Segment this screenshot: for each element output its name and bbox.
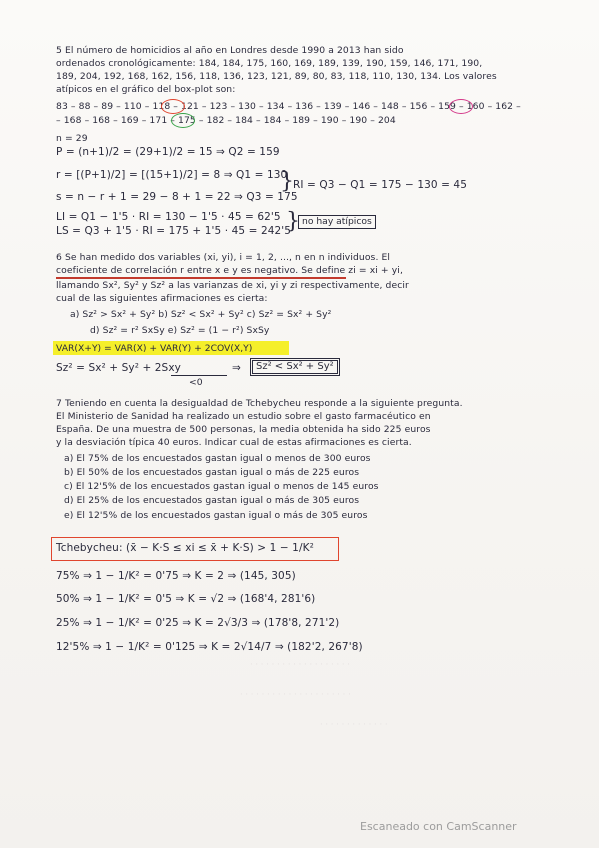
p7-calc-50: 50% ⇒ 1 − 1/K² = 0'5 ⇒ K = √2 ⇒ (168'4, 281'6) [56, 593, 316, 605]
p5-n: n = 29 [56, 133, 88, 144]
p7-line-2: El Ministerio de Sanidad ha realizado un estudio sobre el gasto farmacéutico en [56, 411, 431, 422]
brace: } [280, 169, 294, 194]
p7-calc-25: 25% ⇒ 1 − 1/K² = 0'25 ⇒ K = 2√3/3 ⇒ (178'8, 271'2) [56, 617, 340, 629]
p7-calc-12-5: 12'5% ⇒ 1 − 1/K² = 0'125 ⇒ K = 2√14/7 ⇒ (182'2, 267'8) [56, 641, 363, 653]
underline [171, 375, 227, 376]
p6-options-abc: a) Sz² > Sx² + Sy² b) Sz² < Sx² + Sy² c) Sz² = Sx² + Sy² [70, 309, 332, 320]
p5-line-3: 189, 204, 192, 168, 162, 156, 118, 136, 123, 121, 89, 80, 83, 118, 110, 130, 134. Los valores [56, 71, 497, 82]
camscanner-watermark: Escaneado con CamScanner [360, 820, 517, 833]
p5-line-1: 5 El número de homicidios al año en Londres desde 1990 a 2013 han sido [56, 45, 404, 56]
implies-arrow: ⇒ [232, 362, 241, 374]
p6-line-4: cual de las siguientes afirmaciones es cierta: [56, 293, 268, 304]
p5-iqr: RI = Q3 − Q1 = 175 − 130 = 45 [293, 179, 467, 191]
p7-calc-75: 75% ⇒ 1 − 1/K² = 0'75 ⇒ K = 2 ⇒ (145, 305) [56, 570, 296, 582]
bleed-through: · · · · · · · · · · · · · [320, 720, 388, 730]
bleed-through: · · · · · · · · · · · · · · · · · · · · · [240, 690, 351, 700]
p5-sorted-data-1: 83 – 88 – 89 – 110 – 118 – 121 – 123 – 130 – 134 – 136 – 139 – 146 – 148 – 156 – 159 – 160 – 162 – [56, 101, 521, 112]
p7-line-4: y la desviación típica 40 euros. Indicar cual de estas afirmaciones es cierta. [56, 437, 412, 448]
p6-line-3: llamando Sx², Sy² y Sz² a las varianzas de xi, yi y zi respectivamente, decir [56, 280, 409, 291]
brace: } [286, 209, 300, 234]
p6-negative-note: <0 [189, 377, 203, 388]
tchebycheu-formula: Tchebycheu: (x̄ − K·S ≤ xi ≤ x̄ + K·S) > 1 − 1/K² [56, 542, 314, 554]
no-outliers-box: no hay atípicos [298, 215, 376, 229]
p5-q1: r = [(P+1)/2] = [(15+1)/2] = 8 ⇒ Q1 = 130 [56, 169, 288, 181]
p5-q3: s = n − r + 1 = 29 − 8 + 1 = 22 ⇒ Q3 = 175 [56, 191, 298, 203]
p5-sorted-data-2: – 168 – 168 – 169 – 171 – 175 – 182 – 184 – 184 – 189 – 190 – 190 – 204 [56, 115, 396, 126]
p6-result-formula: Sz² = Sx² + Sy² + 2Sxy [56, 362, 181, 374]
red-underline [56, 277, 346, 279]
p5-median: P = (n+1)/2 = (29+1)/2 = 15 ⇒ Q2 = 159 [56, 146, 280, 158]
p7-option-c: c) El 12'5% de los encuestados gastan igual o menos de 145 euros [64, 481, 379, 492]
p6-line-2: coeficiente de correlación r entre x e y es negativo. Se define zi = xi + yi, [56, 265, 403, 276]
p6-options-de: d) Sz² = r² SxSy e) Sz² = (1 − r²) SxSy [90, 325, 270, 336]
p7-option-e: e) El 12'5% de los encuestados gastan igual o más de 305 euros [64, 510, 368, 521]
p5-lower-limit: LI = Q1 − 1'5 · RI = 130 − 1'5 · 45 = 62'5 [56, 211, 281, 223]
p5-line-2: ordenados cronológicamente: 184, 184, 175, 160, 169, 189, 139, 190, 159, 146, 171, 190, [56, 58, 483, 69]
p7-line-1: 7 Teniendo en cuenta la desigualdad de Tchebycheu responde a la siguiente pregunta. [56, 398, 463, 409]
variance-sum-formula: VAR(X+Y) = VAR(X) + VAR(Y) + 2COV(X,Y) [56, 343, 253, 354]
p5-line-4: atípicos en el gráfico del box-plot son: [56, 84, 236, 95]
p7-option-b: b) El 50% de los encuestados gastan igual o más de 225 euros [64, 467, 360, 478]
bleed-through: · · · · · · · · · · · · · · · · · · · [250, 660, 350, 670]
p6-answer-box: Sz² < Sx² + Sy² [252, 360, 338, 374]
q3-circle [171, 113, 195, 128]
p6-line-1: 6 Se han medido dos variables (xi, yi), i = 1, 2, ..., n en n individuos. El [56, 252, 391, 263]
p7-line-3: España. De una muestra de 500 personas, la media obtenida ha sido 225 euros [56, 424, 431, 435]
p7-option-d: d) El 25% de los encuestados gastan igual o más de 305 euros [64, 495, 360, 506]
p5-upper-limit: LS = Q3 + 1'5 · RI = 175 + 1'5 · 45 = 242'5 [56, 225, 292, 237]
p7-option-a: a) El 75% de los encuestados gastan igual o menos de 300 euros [64, 453, 371, 464]
q1-circle [161, 99, 185, 114]
q2-circle [449, 99, 473, 114]
